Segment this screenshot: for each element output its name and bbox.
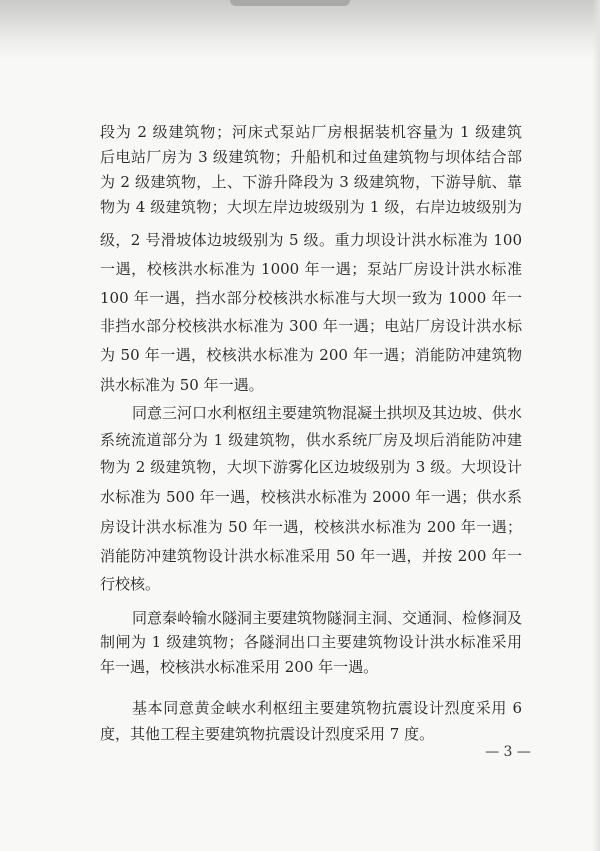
text-line: 系统流道部分为 1 级建筑物，供水系统厂房及坝后消能防冲建 — [100, 431, 522, 449]
text-line: 洪水标准为 50 年一遇。 — [100, 376, 264, 394]
text-line: 为 2 级建筑物，上、下游升降段为 3 级建筑物，下游导航、靠 — [100, 173, 522, 191]
text-line: 物为 4 级建筑物；大坝左岸边坡级别为 1 级，右岸边坡级别为 — [100, 198, 522, 216]
text-line: 消能防冲建筑物设计洪水标准采用 50 年一遇，并按 200 年一 — [100, 547, 522, 565]
scan-smudge — [230, 0, 350, 6]
text-line: 水标准为 500 年一遇，校核洪水标准为 2000 年一遇；供水系 — [100, 488, 522, 506]
text-line: 同意三河口水利枢纽主要建筑物混凝土拱坝及其边坡、供水 — [132, 404, 522, 422]
text-line: 后电站厂房为 3 级建筑物；升船机和过鱼建筑物与坝体结合部 — [100, 148, 522, 166]
text-line: 级，2 号滑坡体边坡级别为 5 级。重力坝设计洪水标准为 100 — [100, 231, 522, 249]
scan-edge — [592, 0, 600, 851]
scan-shadow-band — [0, 0, 600, 60]
text-line: 房设计洪水标准为 50 年一遇，校核洪水标准为 200 年一遇； — [100, 518, 522, 536]
text-line: 100 年一遇，挡水部分校核洪水标准与大坝一致为 1000 年一 — [100, 289, 522, 307]
text-line: 为 50 年一遇，校核洪水标准为 200 年一遇；消能防冲建筑物 — [100, 346, 522, 364]
text-line: 行校核。 — [100, 575, 161, 593]
text-line: 段为 2 级建筑物；河床式泵站厂房根据装机容量为 1 级建筑 — [100, 123, 522, 141]
page-number: — 3 — — [485, 744, 531, 760]
text-line: 物为 2 级建筑物，大坝下游雾化区边坡级别为 3 级。大坝设计 — [100, 458, 522, 476]
text-line: 制闸为 1 级建筑物；各隧洞出口主要建筑物设计洪水标准采用 — [100, 633, 522, 651]
text-line: 基本同意黄金峡水利枢纽主要建筑物抗震设计烈度采用 6 — [132, 699, 522, 717]
text-line: 非挡水部分校核洪水标准为 300 年一遇；电站厂房设计洪水标 — [100, 317, 522, 335]
text-line: 年一遇，校核洪水标准采用 200 年一遇。 — [100, 658, 379, 676]
text-line: 度，其他工程主要建筑物抗震设计烈度采用 7 度。 — [100, 725, 435, 743]
text-line: 同意秦岭输水隧洞主要建筑物隧洞主洞、交通洞、检修洞及 — [132, 609, 522, 627]
text-line: 一遇，校核洪水标准为 1000 年一遇；泵站厂房设计洪水标准 — [100, 260, 522, 278]
